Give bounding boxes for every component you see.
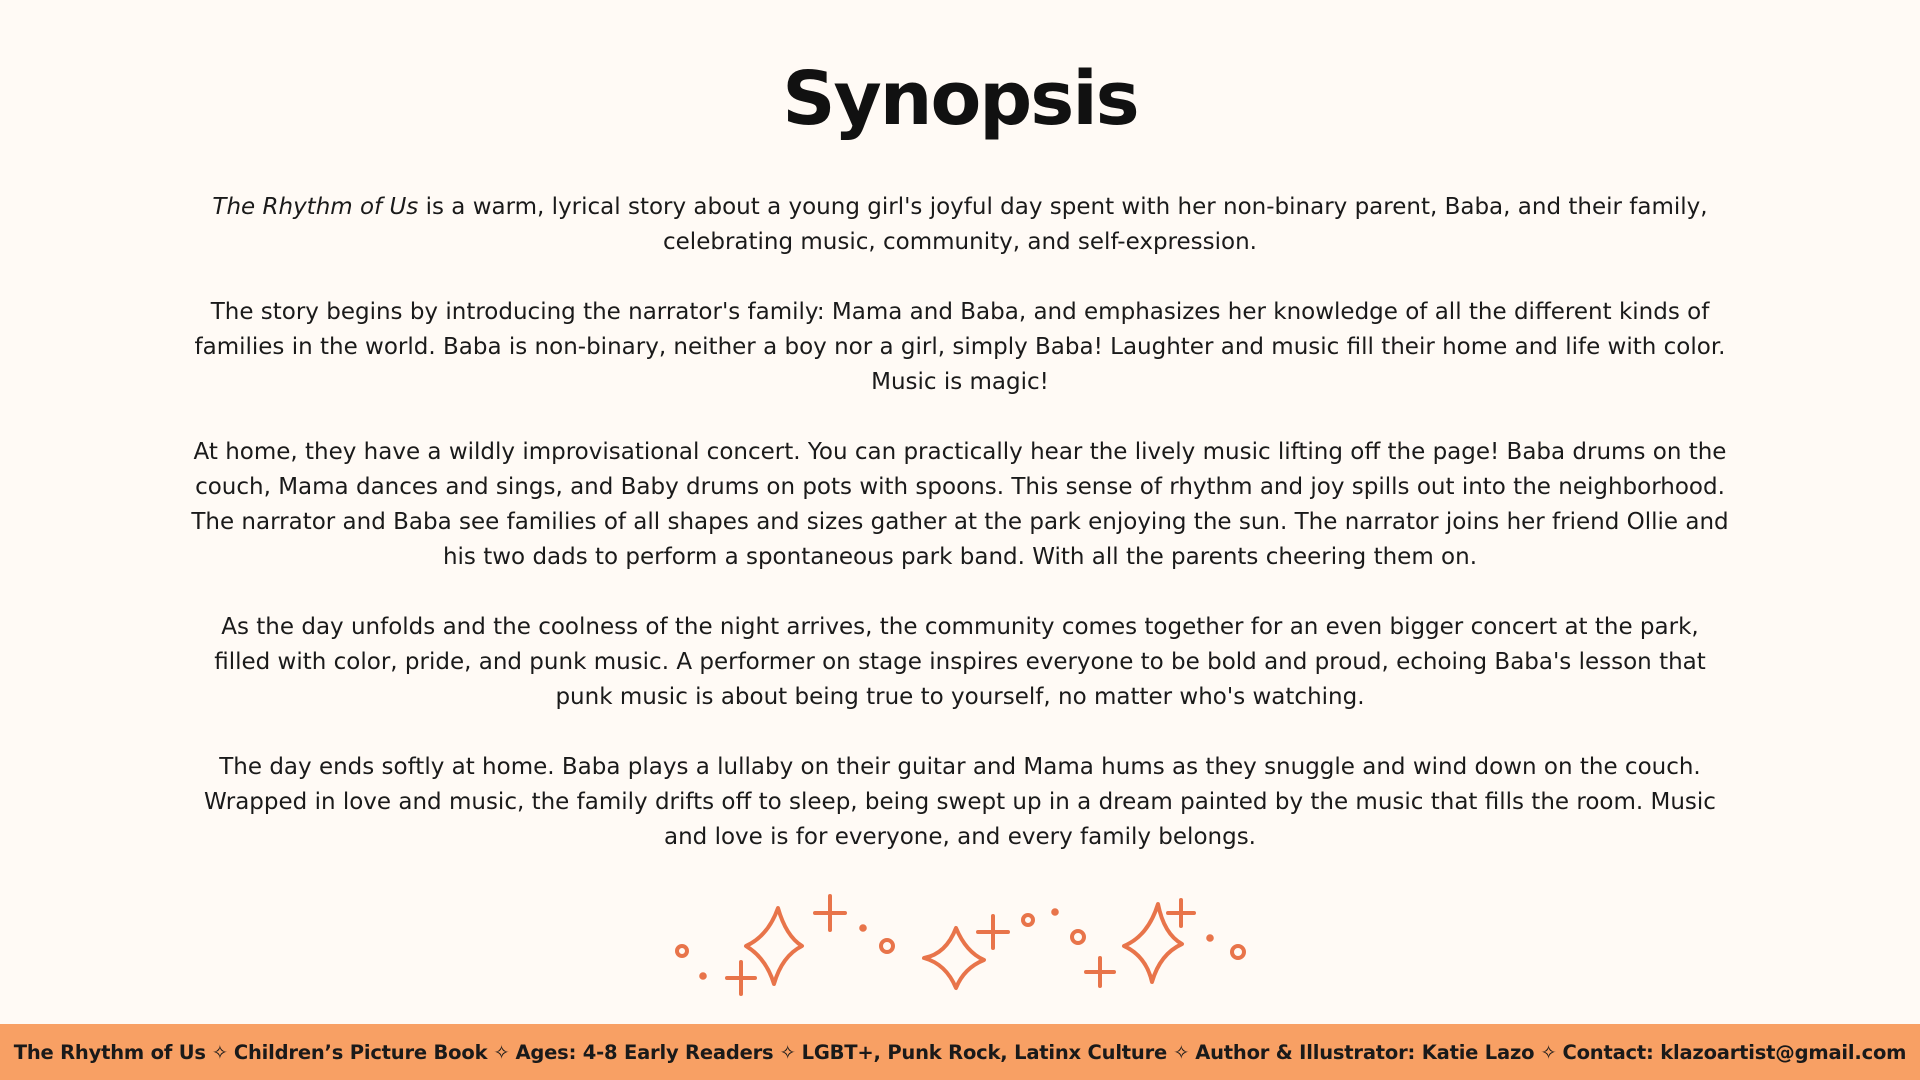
paragraph-community: As the day unfolds and the coolness of the night arrives, the community comes together for an even bigger concert at the park, filled with color, pride, and punk music. A performer on stage inspires everyone to be bold and proud, echoing Baba's lesson that punk music is about being true to yourself, no matter who's watching. <box>214 614 1706 710</box>
separator-icon: ✧ <box>1540 1040 1557 1064</box>
footer-book-title: The Rhythm of Us <box>13 1040 206 1064</box>
separator-icon: ✧ <box>493 1040 510 1064</box>
footer-ages: Ages: 4-8 Early Readers <box>515 1040 774 1064</box>
separator-icon: ✧ <box>779 1040 796 1064</box>
paragraph-concert: At home, they have a wildly improvisational concert. You can practically hear the lively music lifting off the page! Baba drums on the couch, Mama dances and sings, and Baby drums on pots with spoons. This sense of rhythm and joy spills out into the neighborhood. The narrator and Baba see families of all shapes and sizes gather at the park enjoying the sun. The narrator joins her friend Ollie and his two dads to perform a spontaneous park band. With all the parents cheering them on. <box>191 439 1729 570</box>
synopsis-body <box>190 190 1730 855</box>
paragraph-intro-text: is a warm, lyrical story about a young girl's joyful day spent with her non-binary parent, Baba, and their family, celebrating music, community, and self-expression. <box>418 194 1708 255</box>
page-title: Synopsis <box>782 56 1138 142</box>
separator-icon: ✧ <box>211 1040 228 1064</box>
paragraph-ending: The day ends softly at home. Baba plays a lullaby on their guitar and Mama hums as they snuggle and wind down on the couch. Wrapped in love and music, the family drifts off to sleep, being swept up in a dream painted by the music that fills the room. Music and love is for everyone, and every family belongs. <box>204 754 1716 850</box>
footer-contact: Contact: klazoartist@gmail.com <box>1562 1040 1907 1064</box>
footer-themes: LGBT+, Punk Rock, Latinx Culture <box>801 1040 1168 1064</box>
footer-bar <box>0 1024 1920 1080</box>
sparkles-icon <box>660 880 1260 1010</box>
footer-genre: Children’s Picture Book <box>233 1040 488 1064</box>
book-title-italic: The Rhythm of Us <box>212 194 419 220</box>
footer-info <box>14 1041 1907 1064</box>
separator-icon: ✧ <box>1173 1040 1190 1064</box>
paragraph-intro <box>190 190 1730 260</box>
paragraph-family: The story begins by introducing the narrator's family: Mama and Baba, and emphasizes her knowledge of all the different kinds of families in the world. Baba is non-binary, neither a boy nor a girl, simply Baba! Laughter and music fill their home and life with color. Music is magic! <box>194 299 1726 395</box>
footer-author: Author & Illustrator: Katie Lazo <box>1195 1040 1535 1064</box>
